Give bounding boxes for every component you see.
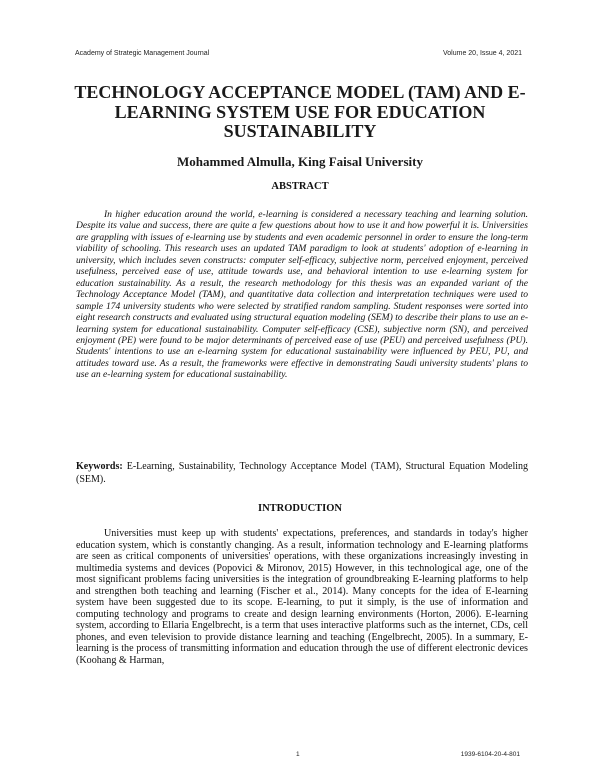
author-line: Mohammed Almulla, King Faisal University bbox=[177, 154, 423, 169]
footer-issn: 1939-6104-20-4-801 bbox=[460, 751, 520, 758]
introduction-text: Universities must keep up with students' expectations, preferences, and standards in today's higher education system, which is constantly changing. As a result, information technology and E-learning platforms are seen as critical components of universities' operations, with these organizations increasingly investing in multimedia systems and devices (Popovici & Mironov, 2015) However, in this technological age, one of the most significant problems facing universities is the integration of groundbreaking E-learning platforms to help and strengthen both teaching and learning (Fischer et al., 2014). Many concepts for the idea of E-learning system have been suggested due to its scope. E-learning, to put it simply, is the use of information and computing technology and programs to create and design learning environments (Horton, 2006). E-learning system, according to Ellaria Engelbrecht, is a term that uses interactive platforms such as the internet, CDs, cell phones, and even television to provide distance learning and teaching (Engelbrecht, 2005). In a summary, E-learning is the process of transmitting information and education through the use of different electronic devices (Koohang & Harman, bbox=[76, 528, 528, 667]
paper-title: TECHNOLOGY ACCEPTANCE MODEL (TAM) AND E-LEARNING SYSTEM USE FOR EDUCATION SUSTAINABILITY bbox=[74, 82, 526, 141]
keywords bbox=[76, 461, 528, 486]
page-number: 1 bbox=[296, 751, 300, 758]
abstract-text: In higher education around the world, e-learning is considered a necessary teaching and learning solution. Despite its value and success, there are quite a few questions about how to use it and how powerful it is. Universities are grappling with issues of e-learning use by students and even academic personnel in order to ensure the long-term viability of schooling. This research uses an updated TAM paradigm to look at students' adoption of e-learning in university, which includes seven constructs: computer self-efficacy, subjective norm, perceived enjoyment, perceived usefulness, perceived ease of use, attitude towards use, and behavioral intention to use e-learning system for education sustainability. As a result, the research methodology for this thesis was an expanded variant of the Technology Acceptance Model (TAM), and quantitative data collection and interpretation techniques were used to sample 174 university students who were selected by stratified random sampling. Student responses were sorted into eight research constructs and evaluated using structural equation modeling (SEM) to describe their plans to use an e-learning system for educational sustainability. Computer self-efficacy (CSE), subjective norm (SN), and perceived enjoyment (PE) were found to be major determinants of perceived ease of use (PEU) and perceived usefulness (PU). Students' intentions to use an e-learning system for educational sustainability were influenced by PEU, PU, and attitudes toward use. As a result, the frameworks were effective in demonstrating Saudi university students' plans to use an e-learning system for educational sustainability. bbox=[76, 209, 528, 381]
keywords-label: Keywords: bbox=[76, 461, 123, 472]
abstract-heading: ABSTRACT bbox=[271, 181, 329, 192]
running-header-journal: Academy of Strategic Management Journal bbox=[75, 50, 210, 57]
keywords-text: E-Learning, Sustainability, Technology Acceptance Model (TAM), Structural Equation Modeling (SEM). bbox=[76, 461, 528, 485]
introduction-heading: INTRODUCTION bbox=[257, 503, 342, 514]
running-header-volume: Volume 20, Issue 4, 2021 bbox=[443, 50, 522, 57]
